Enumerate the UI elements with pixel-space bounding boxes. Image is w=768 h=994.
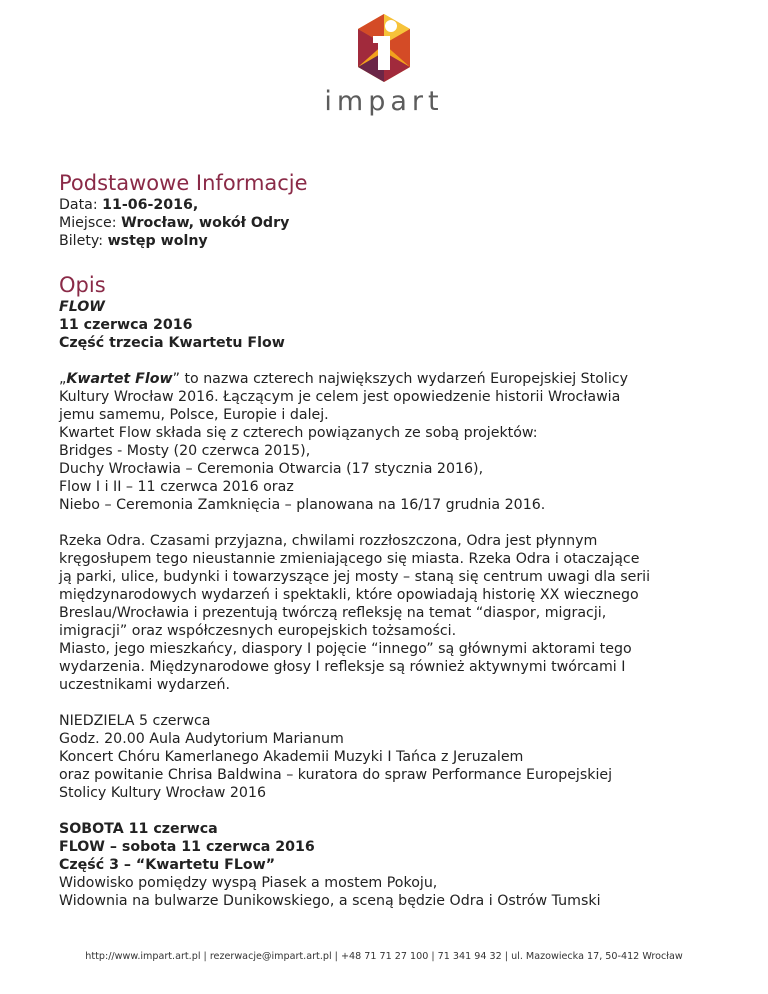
kwartet-flow-name: Kwartet Flow <box>66 371 173 387</box>
place-label: Miejsce: <box>59 215 122 231</box>
river-line: wydarzenia. Międzynarodowe głosy I refleksje są również aktywnymi twórcami I <box>59 659 626 675</box>
intro-line: jemu samemu, Polsce, Europie i dalej. <box>59 407 329 423</box>
main-content <box>59 170 719 910</box>
sunday-line: Godz. 20.00 Aula Audytorium Marianum <box>59 731 344 747</box>
intro-line: Niebo – Ceremonia Zamknięcia – planowana na 16/17 grudnia 2016. <box>59 497 546 513</box>
river-line: ją parki, ulice, budynki i towarzyszące jej mosty – staną się centrum uwagi dla serii <box>59 569 651 585</box>
tickets-value: wstęp wolny <box>107 233 208 249</box>
saturday-line: Widownia na bulwarze Dunikowskiego, a sceną będzie Odra i Ostrów Tumski <box>59 893 601 909</box>
intro-line: Kultury Wrocław 2016. Łączącym je celem jest opowiedzenie historii Wrocławia <box>59 389 621 405</box>
river-line: Breslau/Wrocławia i prezentują twórczą refleksję na temat “diaspor, migracji, <box>59 605 607 621</box>
river-line: uczestnikami wydarzeń. <box>59 677 230 693</box>
tickets-line <box>59 232 719 250</box>
saturday-heading: SOBOTA 11 czerwca <box>59 821 218 837</box>
river-line: Miasto, jego mieszkańcy, diaspory I pojęcie “innego” są głównymi aktorami tego <box>59 641 632 657</box>
river-line: kręgosłupem tego nieustannie zmieniającego się miasta. Rzeka Odra i otaczające <box>59 551 640 567</box>
saturday-line: Widowisko pomiędzy wyspą Piasek a mostem Pokoju, <box>59 875 438 891</box>
saturday-heading: Część 3 – “Kwartetu FLow” <box>59 857 276 873</box>
sunday-line: Stolicy Kultury Wrocław 2016 <box>59 785 266 801</box>
flow-title: FLOW <box>59 299 105 315</box>
river-line: międzynarodowych wydarzeń i spektakli, które opowiadają historię XX wiecznego <box>59 587 639 603</box>
place-value: Wrocław, wokół Odry <box>121 215 290 231</box>
sunday-line: oraz powitanie Chrisa Baldwina – kuratora do spraw Performance Europejskiej <box>59 767 613 783</box>
intro-line: Flow I i II – 11 czerwca 2016 oraz <box>59 479 294 495</box>
intro-line: Kwartet Flow składa się z czterech powiązanych ze sobą projektów: <box>59 425 538 441</box>
info-heading: Podstawowe Informacje <box>59 171 308 195</box>
footer-contact: http://www.impart.art.pl | rezerwacje@impart.art.pl | +48 71 71 27 100 | 71 341 94 32 | ul. Mazowiecka 17, 50-412 Wrocław <box>85 951 683 962</box>
sunday-line: Koncert Chóru Kamerlanego Akademii Muzyki I Tańca z Jeruzalem <box>59 749 524 765</box>
opis-heading: Opis <box>59 273 106 297</box>
sunday-line: NIEDZIELA 5 czerwca <box>59 713 211 729</box>
date-label: Data: <box>59 197 103 213</box>
intro-line: Bridges - Mosty (20 czerwca 2015), <box>59 443 311 459</box>
saturday-heading: FLOW – sobota 11 czerwca 2016 <box>59 839 315 855</box>
tickets-label: Bilety: <box>59 233 108 249</box>
intro-line: Duchy Wrocławia – Ceremonia Otwarcia (17 stycznia 2016), <box>59 461 484 477</box>
impart-wordmark: impart <box>324 86 444 117</box>
date-value: 11-06-2016, <box>102 197 199 213</box>
flow-part: Część trzecia Kwartetu Flow <box>59 335 285 351</box>
river-line: imigracji” oraz współczesnych europejskich tożsamości. <box>59 623 457 639</box>
open-quote: „ <box>59 371 67 387</box>
river-line: Rzeka Odra. Czasami przyjazna, chwilami rozzłoszczona, Odra jest płynnym <box>59 533 598 549</box>
impart-logo <box>0 12 768 117</box>
flow-date: 11 czerwca 2016 <box>59 317 193 333</box>
place-line <box>59 214 719 232</box>
impart-logo-icon <box>355 12 413 84</box>
intro-first-line <box>59 370 719 388</box>
intro-rest: ” to nazwa czterech największych wydarzeń Europejskiej Stolicy <box>172 371 628 387</box>
date-line <box>59 196 719 214</box>
